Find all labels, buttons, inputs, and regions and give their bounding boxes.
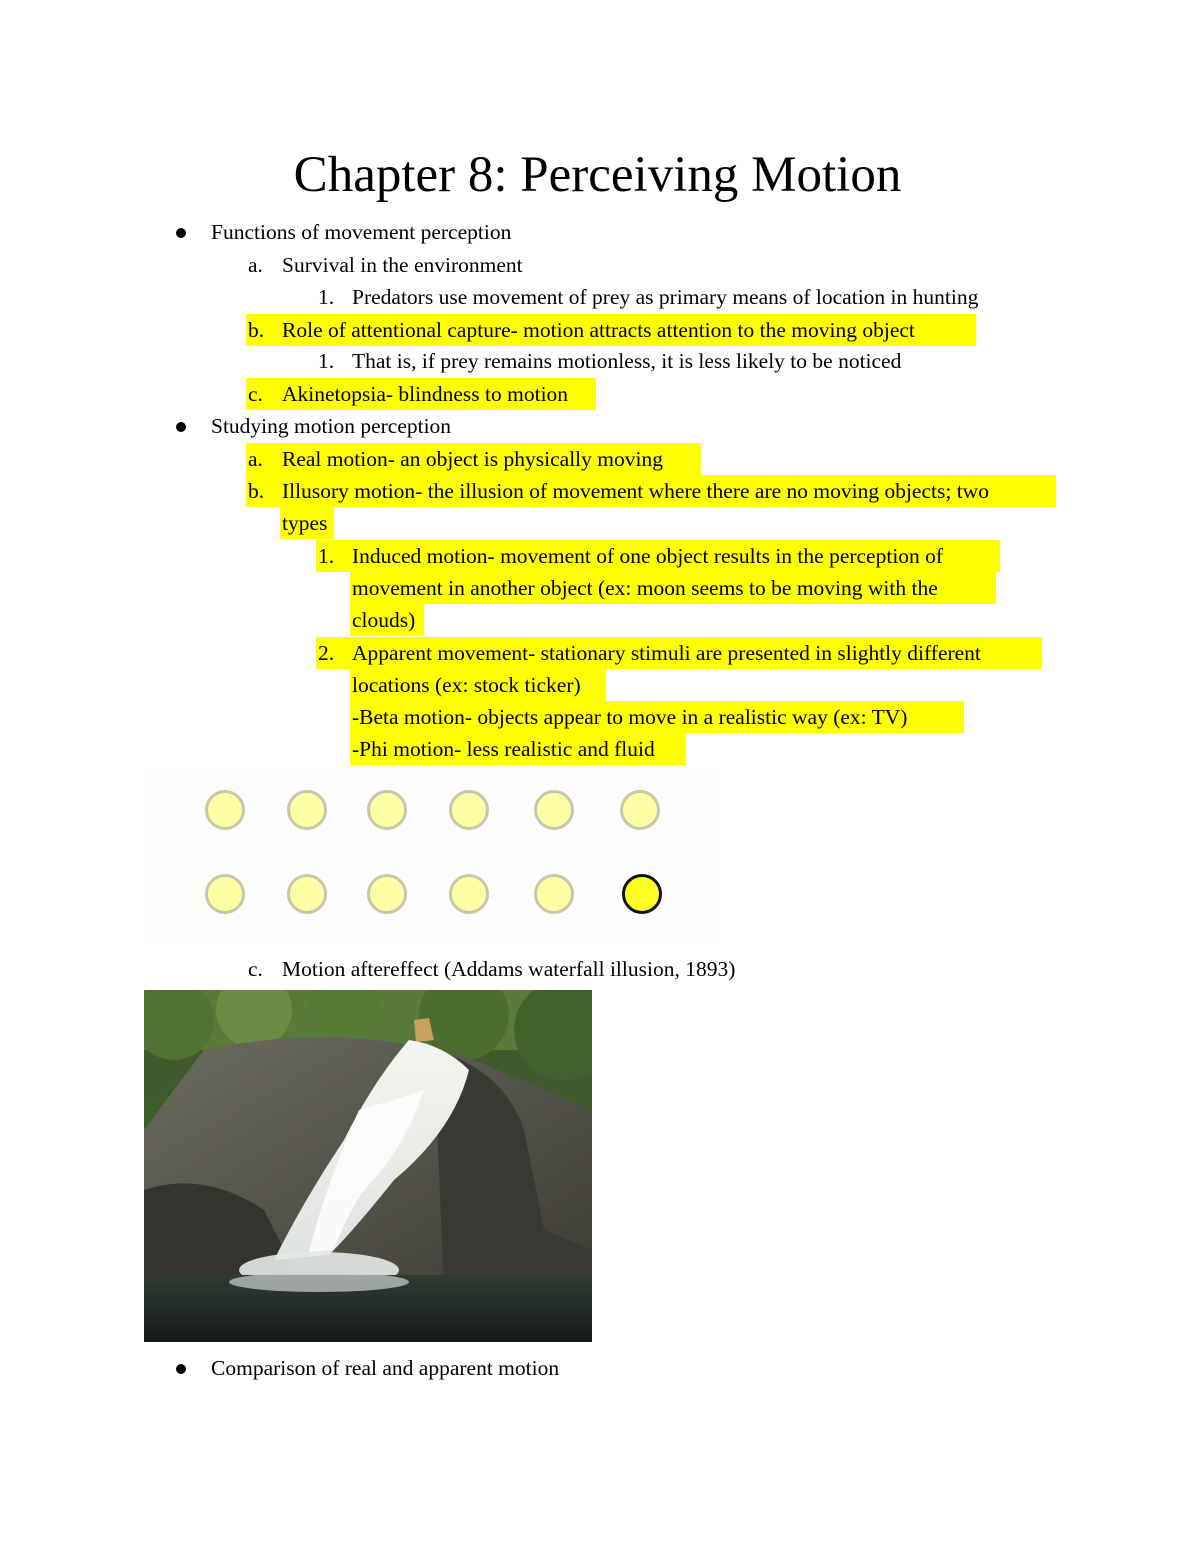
list-marker: 1. (318, 349, 335, 373)
list-item-highlighted: Apparent movement- stationary stimuli are presented in slightly different (352, 641, 981, 665)
list-item: That is, if prey remains motionless, it is less likely to be noticed (352, 349, 902, 373)
apparent-motion-dots-figure (144, 771, 718, 943)
dot-icon (287, 874, 327, 914)
bullet-icon (176, 422, 186, 432)
list-item: Survival in the environment (282, 253, 523, 277)
dot-icon (367, 790, 407, 830)
bullet-icon (176, 228, 186, 238)
dot-icon (367, 874, 407, 914)
list-marker: c. (248, 957, 263, 981)
dot-icon (449, 790, 489, 830)
list-item-highlighted: clouds) (352, 608, 416, 632)
list-item: Predators use movement of prey as primary means of location in hunting (352, 285, 979, 309)
list-item-highlighted: types (282, 511, 328, 535)
list-marker: 1. (318, 285, 335, 309)
waterfall-photo (144, 990, 592, 1342)
list-marker: 2. (318, 641, 335, 665)
dot-icon (205, 790, 245, 830)
dot-icon (449, 874, 489, 914)
list-item-highlighted: locations (ex: stock ticker) (352, 673, 581, 697)
list-marker: a. (248, 447, 263, 471)
list-item-highlighted: Akinetopsia- blindness to motion (282, 382, 569, 406)
section-heading-functions: Functions of movement perception (211, 220, 512, 244)
dot-icon (205, 874, 245, 914)
list-item-highlighted: Induced motion- movement of one object results in the perception of (352, 544, 944, 568)
list-item-highlighted: Illusory motion- the illusion of movement where there are no moving objects; two (282, 479, 989, 503)
list-marker: b. (248, 318, 265, 342)
list-item-highlighted: -Phi motion- less realistic and fluid (352, 737, 655, 761)
list-marker: c. (248, 382, 263, 406)
section-heading-comparison: Comparison of real and apparent motion (211, 1356, 560, 1380)
list-item-highlighted: Role of attentional capture- motion attracts attention to the moving object (282, 318, 915, 342)
list-marker: 1. (318, 544, 335, 568)
list-item-highlighted: -Beta motion- objects appear to move in a realistic way (ex: TV) (352, 705, 908, 729)
section-heading-studying: Studying motion perception (211, 414, 452, 438)
list-marker: b. (248, 479, 265, 503)
list-item: Motion aftereffect (Addams waterfall illusion, 1893) (282, 957, 736, 981)
dot-icon (534, 874, 574, 914)
dot-icon (287, 790, 327, 830)
dot-active-icon (622, 874, 662, 914)
bullet-icon (176, 1364, 186, 1374)
list-item-highlighted: movement in another object (ex: moon seems to be moving with the (352, 576, 938, 600)
dot-icon (620, 790, 660, 830)
list-marker: a. (248, 253, 263, 277)
page-title: Chapter 8: Perceiving Motion (293, 147, 902, 203)
list-item-highlighted: Real motion- an object is physically moving (282, 447, 663, 471)
dot-icon (534, 790, 574, 830)
